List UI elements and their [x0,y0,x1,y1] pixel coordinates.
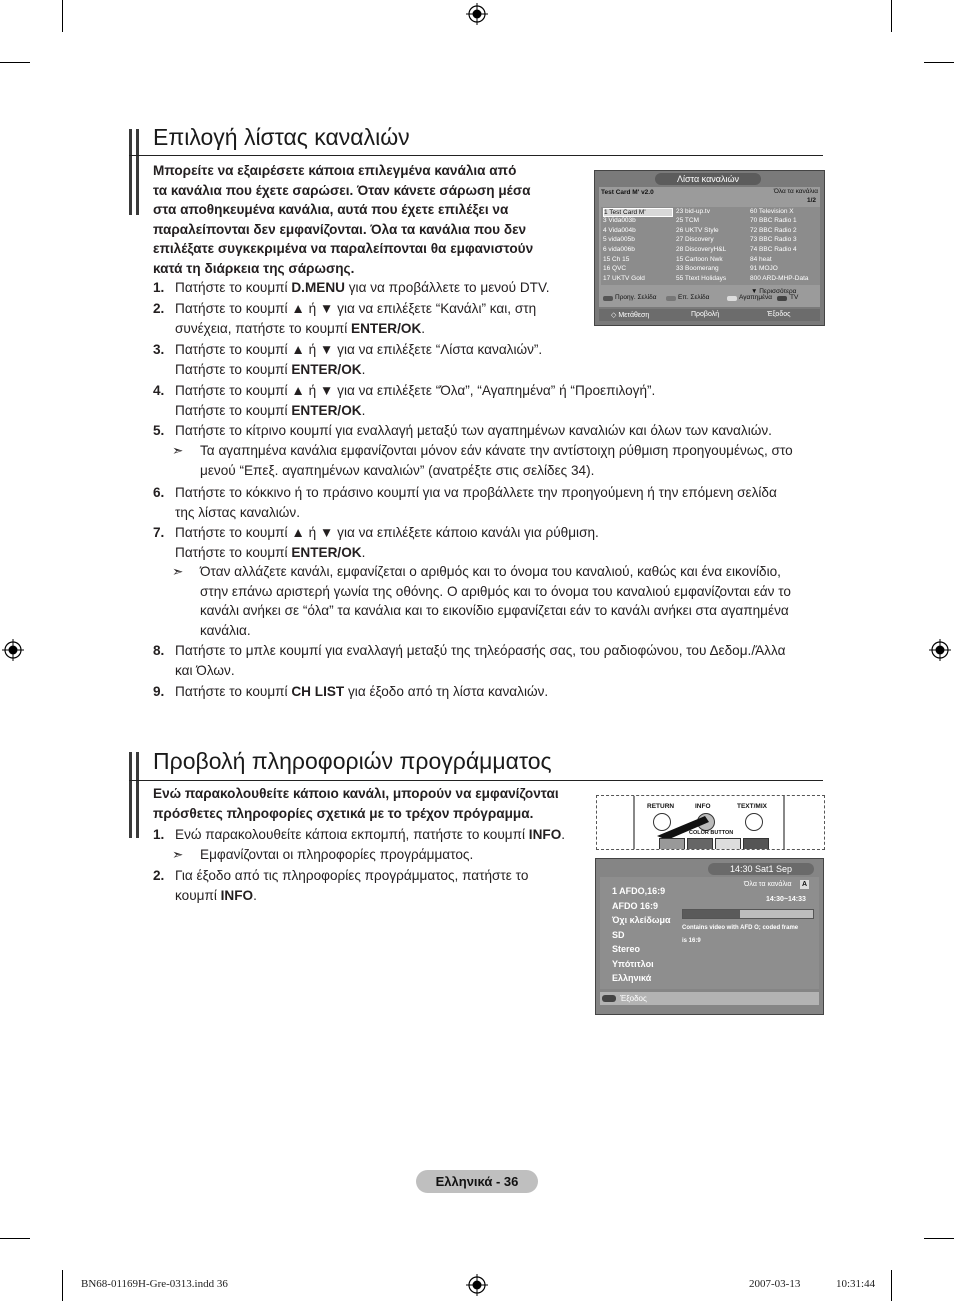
screen-title: Λίστα καναλιών [655,173,761,185]
channel-item[interactable]: 84 heat [750,255,772,263]
intro-line: κατά τη διάρκεια της σάρωσης. [153,260,355,276]
crop-mark [891,0,892,32]
channel-item[interactable]: 28 DiscoveryH&L [676,245,727,253]
filter-label: Όλα τα κανάλια [744,881,792,888]
intro-line: Μπορείτε να εξαιρέσετε κάποια επιλεγμένα κανάλια από [153,163,517,178]
crop-mark [0,1238,30,1239]
program-info-screen [595,858,824,1015]
note-line: Εμφανίζονται οι πληροφορίες προγράμματος. [200,847,474,862]
info-line: Υπότιτλοι [612,959,654,969]
crop-mark [0,62,30,63]
channel-item[interactable]: 4 Vida004b [603,226,636,234]
move-label: ◇ Μετάθεση [611,312,650,319]
time-range: 14:30~14:33 [766,896,806,903]
arrow-icon: ➣ [172,847,184,862]
print-date: 2007-03-13 [749,1278,801,1290]
screen-body [599,187,820,307]
intro-line: παραλείπονται δεν εμφανίζονται. Όλα τα κανάλια που δεν [153,221,527,237]
registration-mark-icon [466,1274,488,1296]
view-label: Προβολή [691,311,720,318]
textmix-button[interactable] [745,813,763,831]
channel-item[interactable]: 73 BBC Radio 3 [750,236,797,244]
yellow-key[interactable] [715,838,741,850]
step-line: Πατήστε το κουμπί ENTER/OK. [175,544,366,560]
info-line: Ελληνικά [612,973,652,983]
channel-item[interactable]: 91 MOJO [750,265,778,273]
return-label: RETURN [647,803,675,810]
red-button-icon [603,296,613,301]
channel-item[interactable]: 55 Ttext Holidays [676,274,727,282]
registration-mark-icon [2,639,24,661]
channel-item[interactable]: 15 Cartoon Nwk [676,255,723,263]
channel-item[interactable]: 26 UKTV Style [676,226,719,234]
intro-line: επιλέξατε συγκεκριμένα να παραλείπονται θα εμφανιστούν [153,241,534,256]
step-number: 3. [153,342,165,357]
step-line: Πατήστε το κουμπί ▲ ή ▼ για να επιλέξετε “Λίστα καναλιών”. [175,342,543,357]
crop-mark [924,1238,954,1239]
step-line: Πατήστε το κουμπί ▲ ή ▼ για να επιλέξετε κάποιο κανάλι για ρύθμιση. [175,525,599,540]
time-pill: 14:30 Sat1 Sep [708,863,814,875]
green-button-icon [666,296,676,301]
info-line: 1 AFDO,16:9 [612,886,666,896]
desc-line: Contains video with AFD O; coded frame [682,925,799,931]
file-name: BN68-01169H-Gre-0313.indd 36 [81,1278,228,1290]
section-title: Επιλογή λίστας καναλιών [153,124,410,150]
page-indicator: 1/2 [806,197,816,204]
registration-mark-icon [466,3,488,25]
section-rule [129,780,823,781]
section-title: Προβολή πληροφοριών προγράμματος [153,748,552,774]
step-line: κουμπί INFO. [175,887,257,903]
info-line: AFDO 16:9 [612,901,659,911]
info-line: Όχι κλείδωμα [612,915,671,925]
step-line: Ενώ παρακολουθείτε κάποια εκπομπή, πατήστε το κουμπί INFO. [175,827,566,842]
section-bar [129,752,132,838]
channel-item[interactable]: 27 Discovery [676,236,714,244]
step-line: Πατήστε το κουμπί ▲ ή ▼ για να επιλέξετε “Όλα”, “Αγαπημένα” ή “Προεπιλογή”. [175,383,656,398]
step-number: 4. [153,383,165,398]
step-number: 6. [153,485,165,500]
section2-intro [153,784,593,823]
channel-item[interactable]: 16 QVC [603,265,627,273]
step-line: της λίστας καναλιών. [175,504,300,520]
textmix-label: TEXT/MIX [737,803,767,810]
section-rule [129,155,823,156]
info-line: SD [612,930,625,940]
legend-tv: TV [790,294,799,301]
section-bar [136,752,139,838]
arrow-icon: ➣ [172,564,184,579]
channel-item[interactable]: 70 BBC Radio 1 [750,217,797,225]
note-line: στην επάνω αριστερή γωνία της οθόνης. Ο αριθμός και το όνομα του καναλιού εμφανίζονται εάν το [200,583,791,599]
channel-item[interactable]: 72 BBC Radio 2 [750,226,797,234]
channel-item[interactable]: 25 TCM [676,217,699,225]
note-line: κανάλι ανήκει σε “όλα” τα κανάλια και το εικονίδιο εμφανίζεται εάν το κανάλι ανήκει στα αγαπημένα [200,603,789,618]
step-number: 1. [153,280,165,295]
screen-footer [599,309,820,321]
note-line: Όταν αλλάζετε κανάλι, εμφανίζεται ο αριθμός και το όνομα του καναλιού, καθώς και ένα εικονίδιο, [200,564,781,579]
intro-line: Ενώ παρακολουθείτε κάποιο κανάλι, μπορούν να εμφανίζονται [153,786,559,801]
channel-grid [601,207,820,285]
step-number: 7. [153,525,165,540]
step-line: Πατήστε το κόκκινο ή το πράσινο κουμπί για να προβάλλετε την προηγούμενη ή την επόμενη σελίδα [175,485,777,500]
step-line: και Όλων. [175,662,235,678]
step-line: Για έξοδο από τις πληροφορίες προγράμματος, πατήστε το [175,868,529,883]
progress-fill [683,910,740,918]
yellow-button-icon [727,296,737,301]
favorite-badge: A [801,881,808,888]
red-key[interactable] [659,838,685,850]
section-bar [129,129,132,215]
step-line: Πατήστε το κουμπί ▲ ή ▼ για να επιλέξετε “Κανάλι” και, στη [175,301,537,316]
crop-mark [924,62,954,63]
step-number: 9. [153,684,165,699]
note-line: Τα αγαπημένα κανάλια εμφανίζονται μόνον εάν κάνατε την αντίστοιχη ρύθμιση προηγουμένως, στο [200,443,793,458]
step-line: συνέχεια, πατήστε το κουμπί ENTER/OK. [175,320,426,336]
info-line: Stereo [612,944,641,954]
legend-next: Επ. Σελίδα [678,294,710,301]
step-line: Πατήστε το κίτρινο κουμπί για εναλλαγή μεταξύ των αγαπημένων καναλιών και όλων των καναλιών. [175,423,772,438]
source-label: Test Card M' v2.0 [601,189,654,196]
channel-item[interactable]: 74 BBC Radio 4 [750,245,797,253]
arrow-icon: ➣ [172,443,184,458]
info-label: INFO [695,803,711,810]
section-bar [136,129,139,215]
green-key[interactable] [687,838,713,850]
channel-item[interactable]: 3 Vida003b [603,217,636,225]
step-line: Πατήστε το κουμπί ENTER/OK. [175,361,366,377]
remote-illustration [596,795,825,850]
info-body [600,877,819,989]
section1-intro [153,161,573,278]
step-line: Πατήστε το κουμπί CH LIST για έξοδο από τη λίστα καναλιών. [175,684,549,699]
step-line: Πατήστε το κουμπί D.MENU για να προβάλλετε το μενού DTV. [175,280,550,295]
channel-item[interactable]: 800 ARD-MHP-Data [750,274,809,282]
print-time: 10:31:44 [836,1278,876,1290]
intro-line: πρόσθετες πληροφορίες σχετικά με το τρέχον πρόγραμμα. [153,805,534,821]
channel-item[interactable]: 15 Ch 15 [603,255,630,263]
step-line: Πατήστε το κουμπί ENTER/OK. [175,402,366,418]
step-number: 5. [153,423,165,438]
step-number: 1. [153,827,165,842]
crop-mark [62,0,63,32]
channel-item[interactable]: 5 vida005b [603,236,635,244]
step-number: 2. [153,868,165,883]
step-line: Πατήστε το μπλε κουμπί για εναλλαγή μεταξύ της τηλεόρασής σας, του ραδιοφώνου, του Δεδομ./Άλλα [175,643,786,658]
note-line: μενού “Επεξ. αγαπημένων καναλιών” (ανατρέξτε στις σελίδες 34). [200,462,595,478]
step-number: 8. [153,643,165,658]
intro-line: τα κανάλια που έχετε σαρώσει. Όταν κάνετε σάρωση μέσα [153,182,531,198]
exit-label: Έξοδος [767,311,791,318]
crop-mark [891,1270,892,1301]
info-footer [600,992,819,1005]
crop-mark [62,1270,63,1301]
step-number: 2. [153,301,165,316]
channel-item[interactable]: 17 UKTV Gold [603,274,645,282]
color-button-label: COLOR BUTTON [689,830,734,836]
channel-item[interactable]: 23 bid-up.tv [676,207,710,215]
note-line: κανάλια. [200,622,251,638]
blue-key[interactable] [743,838,769,850]
legend-fav: Αγαπημένα [739,294,772,301]
page-number: Ελληνικά - 36 [416,1170,538,1193]
intro-line: στα αποθηκευμένα κανάλια, αυτά που έχετε επιλέξει να [153,202,509,217]
desc-line: is 16:9 [682,938,701,944]
channel-item[interactable]: 6 vida006b [603,245,635,253]
exit-label: Έξοδος [620,994,647,1003]
legend-prev: Προηγ. Σελίδα [615,294,657,301]
more-label: ▼ Περισσότερα [751,288,797,295]
channel-item[interactable]: 33 Boomerang [676,265,719,273]
channel-item[interactable]: 1 Test Card M' [603,208,673,217]
channel-list-screen [594,170,825,326]
exit-button-icon [602,995,616,1002]
registration-mark-icon [929,639,951,661]
channel-item[interactable]: 60 Television X [750,207,794,215]
progress-bar [682,909,814,919]
blue-button-icon [777,296,787,301]
filter-label: Όλα τα κανάλια [773,188,818,195]
